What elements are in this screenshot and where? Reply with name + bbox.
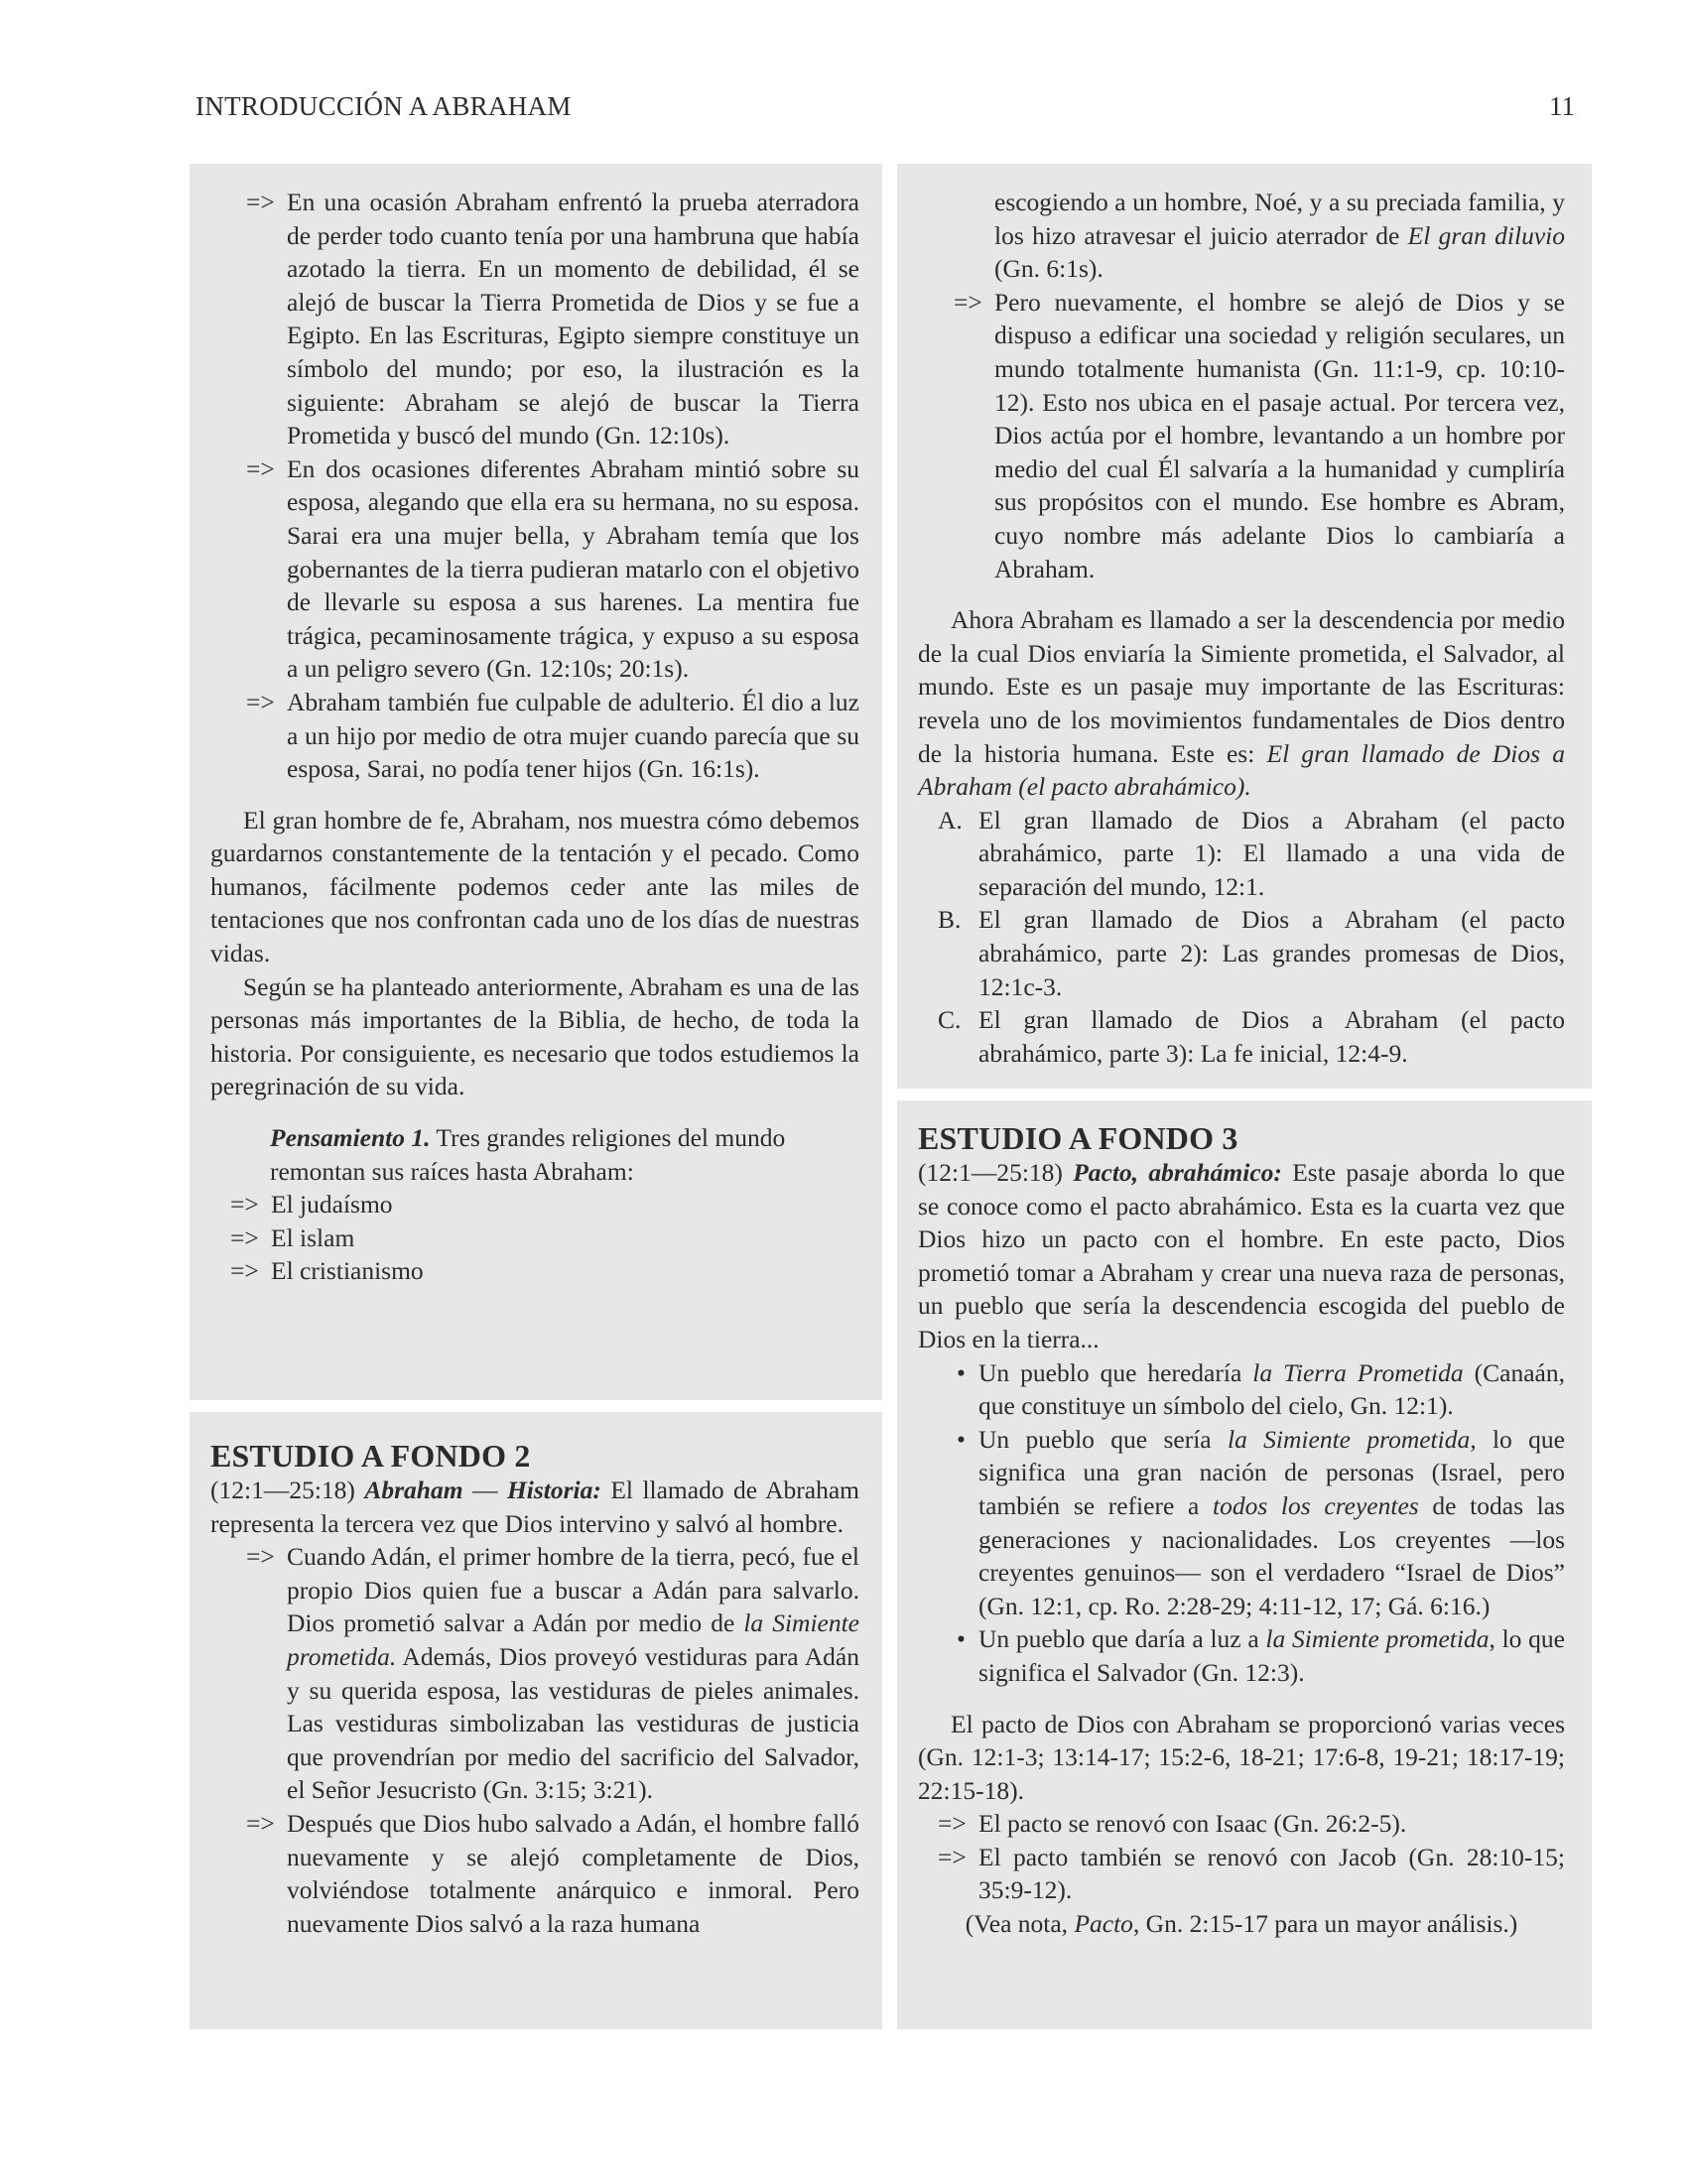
paragraph-covenant: El pacto de Dios con Abraham se proporcionó varias veces (Gn. 12:1-3; 13:14-17; 15:2-6, 18-21; 17:6-8, 19-21; 18:17-19; 22:15-18).	[918, 1709, 1565, 1805]
bullet-fall-again: => Después que Dios hubo salvado a Adán, el hombre falló nuevamente y se alejó completamente de Dios, volviéndose totalmente anárquico e inmoral. Pero nuevamente Dios salvó a la raza humana	[246, 1808, 859, 1938]
bullet-humanist-world: => Pero nuevamente, el hombre se alejó de Dios y se dispuso a edificar una sociedad y religión seculares, un mundo totalmente humanista (Gn. 11:1-9, cp. 10:10-12). Esto nos ubica en el pasaje actual. Por tercera vez, Dios actúa por el hombre, levantando a un hombre por medio del cual Él salvaría a la humanidad y cumpliría sus propósitos con el mundo. Ese hombre es Abram, cuyo nombre más adelante Dios lo cambiaría a Abraham.	[954, 287, 1565, 583]
dot-marker: •	[957, 1424, 966, 1454]
dot-marker: •	[957, 1357, 966, 1387]
study-2-heading: ESTUDIO A FONDO 2	[210, 1438, 531, 1474]
arrow-marker: =>	[938, 1809, 967, 1839]
arrow-marker: =>	[246, 687, 275, 716]
bullet-jacob: => El pacto también se renovó con Jacob (Gn. 28:10-15; 35:9-12).	[938, 1842, 1565, 1905]
bullet-adultery: => Abraham también fue culpable de adulterio. Él dio a luz a un hijo por medio de otra mujer cuando parecía que su esposa, Sarai, no podía tener hijos (Gn. 16:1s).	[246, 687, 859, 784]
bullet-promised-land: • Un pueblo que heredaría la Tierra Prometida (Canaán, que constituye un símbolo del cielo, Gn. 12:1).	[957, 1357, 1565, 1421]
continuation-noah: escogiendo a un hombre, Noé, y a su preciada familia, y los hizo atravesar el juicio aterrador de El gran diluvio (Gn. 6:1s).	[994, 188, 1565, 284]
bullet-savior: • Un pueblo que daría a luz a la Simiente prometida, lo que significa el Salvador (Gn. 12:3).	[957, 1624, 1565, 1687]
study-2-intro: (12:1—25:18) Abraham — Historia: El llamado de Abraham representa la tercera vez que Dios intervino y salvó al hombre.	[210, 1476, 860, 1538]
thought-label: Pensamiento 1.	[270, 1123, 431, 1153]
right-column-box	[897, 164, 1592, 1089]
dot-marker: •	[957, 1624, 966, 1654]
paragraph-importance: Según se ha planteado anteriormente, Abraham es una de las personas más importantes de la Biblia, de hecho, de toda la historia. Por consiguiente, es necesario que todos estudiemos la peregrinación de su vida.	[210, 971, 859, 1101]
arrow-marker: =>	[246, 188, 275, 216]
bullet-adam: => Cuando Adán, el primer hombre de la tierra, pecó, fue el propio Dios quien fue a buscar a Adán para salvarlo. Dios prometió salvar a Adán por medio de la Simiente prometida. Además, Dios proveyó vestiduras para Adán y su querida esposa, las vestiduras de pieles animales. Las vestiduras simbolizaban las vestiduras de justicia que provendrían por medio del sacrificio del Salvador, el Señor Jesucristo (Gn. 3:15; 3:21).	[246, 1542, 859, 1805]
arrow-marker: =>	[230, 1256, 259, 1286]
outline-item-a: A. El gran llamado de Dios a Abraham (el pacto abrahámico, parte 1): El llamado a una vida de separación del mundo, 12:1.	[938, 805, 1565, 901]
study-box-2	[190, 1412, 882, 2029]
study-3-intro: (12:1—25:18) Pacto, abrahámico: Este pasaje aborda lo que se conoce como el pacto abrahámico. Esta es la cuarta vez que Dios hizo un pacto con el hombre. En este pacto, Dios prometió tomar a Abraham y crear una nueva raza de personas, un pueblo que sería la descendencia escogida del pueblo de Dios en la tierra...	[918, 1158, 1565, 1353]
arrow-marker: =>	[246, 1808, 275, 1838]
left-column-box	[190, 164, 882, 1400]
study-3-heading: ESTUDIO A FONDO 3	[918, 1120, 1238, 1156]
bullet-famine: => En una ocasión Abraham enfrentó la prueba aterradora de perder todo cuanto tenía por una hambruna que había azotado la tierra. En un momento de debilidad, él se alejó de buscar la Tierra Prometida de Dios y se fue a Egipto. En las Escrituras, Egipto siempre constituye un símbolo del mundo; por eso, la ilustración es la siguiente: Abraham se alejó de buscar la Tierra Prometida y buscó del mundo (Gn. 12:10s).	[246, 188, 859, 450]
outline-item-c: C. El gran llamado de Dios a Abraham (el pacto abrahámico, parte 3): La fe inicial, 12:4-9.	[938, 1005, 1565, 1068]
arrow-marker: =>	[246, 453, 275, 483]
bullet-promised-seed: • Un pueblo que sería la Simiente prometida, lo que significa una gran nación de personas (Israel, pero también se refiere a todos los creyentes de todas las generaciones y nacionalidades. Los creyentes —los creyentes genuinos— son el verdadero “Israel de Dios” (Gn. 12:1, cp. Ro. 2:28-29; 4:11-12, 17; Gá. 6:16.)	[957, 1424, 1566, 1620]
outline-item-b: B. El gran llamado de Dios a Abraham (el pacto abrahámico, parte 2): Las grandes promesas de Dios, 12:1c-3.	[938, 905, 1565, 1001]
arrow-marker: =>	[230, 1190, 259, 1220]
see-note: (Vea nota, Pacto, Gn. 2:15-17 para un mayor análisis.)	[965, 1909, 1518, 1939]
bullet-isaac: => El pacto se renovó con Isaac (Gn. 26:2-5).	[918, 1807, 1565, 1841]
arrow-marker: =>	[230, 1222, 259, 1252]
thought-1: Pensamiento 1. Tres grandes religiones del mundo remontan sus raíces hasta Abraham:	[270, 1123, 786, 1186]
arrow-marker: =>	[246, 1542, 275, 1572]
religion-item: => El cristianismo	[210, 1254, 859, 1288]
arrow-marker: =>	[938, 1842, 967, 1871]
religion-item: => El judaísmo	[210, 1188, 859, 1221]
paragraph-temptation: El gran hombre de fe, Abraham, nos muestra cómo debemos guardarnos constantemente de la tentación y el pecado. Como humanos, fácilmente podemos ceder ante las miles de tentaciones que nos confrontan cada uno de los días de nuestras vidas.	[210, 805, 859, 968]
paragraph-call: Ahora Abraham es llamado a ser la descendencia por medio de la cual Dios enviaría la Simiente prometida, el Salvador, al mundo. Este es un pasaje muy importante de las Escrituras: revela uno de los movimientos fundamentales de Dios dentro de la historia humana. Este es: El gran llamado de Dios a Abraham (el pacto abrahámico).	[918, 605, 1565, 802]
page-header	[195, 91, 1575, 131]
page-number: 11	[1549, 91, 1575, 121]
religion-item: => El islam	[210, 1221, 859, 1255]
bullet-lie: => En dos ocasiones diferentes Abraham mintió sobre su esposa, alegando que ella era su hermana, no su esposa. Sarai era una mujer bella, y Abraham temía que los gobernantes de la tierra pudieran matarlo con el objetivo de llevarle su esposa a sus harenes. La mentira fue trágica, pecaminosamente trágica, y expuso a su esposa a un peligro severo (Gn. 12:10s; 20:1s).	[246, 453, 859, 684]
running-title: INTRODUCCIÓN A ABRAHAM	[195, 91, 572, 121]
study-box-3	[897, 1100, 1592, 2029]
arrow-marker: =>	[954, 287, 982, 317]
